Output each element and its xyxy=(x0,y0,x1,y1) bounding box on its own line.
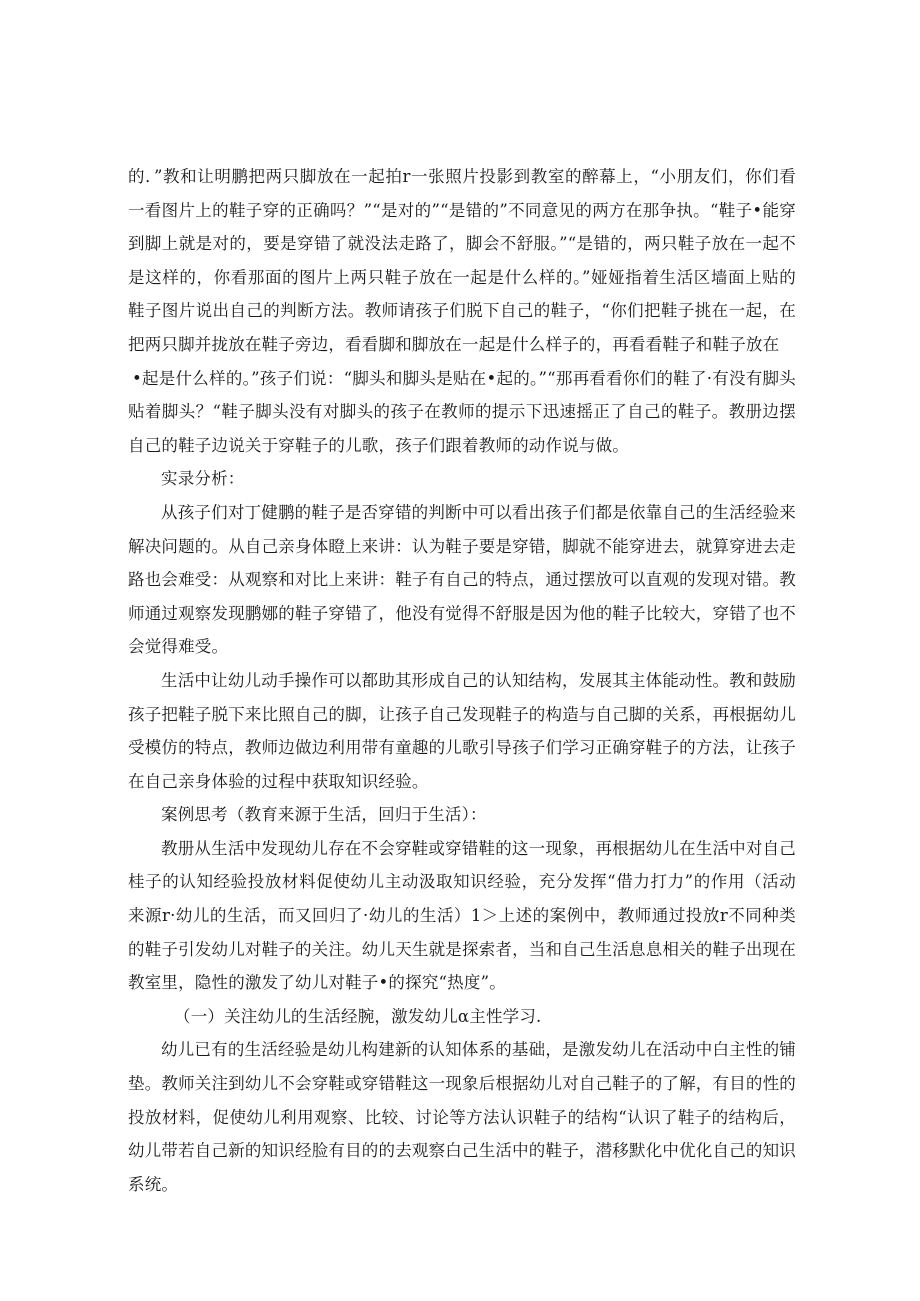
section-heading-analysis: 实录分析： xyxy=(161,469,245,489)
narrative-paragraph-1: 的．”教和让明鹏把两只脚放在一起拍r一张照片投影到教室的醉幕上，“小朋友们，你们看一看图片上的鞋子穿的正确吗？”“是对的”“是错的”不同意见的两方在那争执。“鞋子•能穿到脚上就是对的，要是穿错了就没法走路了，脚会不舒服。”“是错的，两只鞋子放在一起不是这样的，你看那面的图片上两只鞋子放在一起是什么样的。”娅娅指着生活区墙面上贴的鞋子图片说出自己的判断方法。教师请孩子们脱下自己的鞋子，“你们把鞋子挑在一起，在把两只脚并拢放在鞋子旁边，看看脚和脚放在一起是什么样子的，再看看鞋子和鞋子放在 xyxy=(128,167,796,354)
narrative-paragraph-2: •起是什么样的。”孩子们说：“脚头和脚头是贴在•起的。”“那再看看你们的鞋了·有没有脚头贴着脚头？“鞋子脚头没有对脚头的孩子在教师的提示下迅速摇正了自己的鞋子。教册边摆自己的鞋子边说关于穿鞋子的儿歌，孩子们跟着教师的动作说与做。 xyxy=(128,368,796,455)
section-heading-reflection: 案例思考（教育来源于生活，回归于生活）： xyxy=(161,805,487,825)
subsection-paragraph-1: 幼儿已有的生活经验是幼儿构建新的认知体系的基础，是激发幼儿在活动中白主性的铺垫。教师关注到幼儿不会穿鞋或穿错鞋这一现象后根据幼儿对自己鞋子的了解，有目的性的投放材料，促使幼儿利用观察、比较、讨论等方法认识鞋子的结构“认识了鞋子的结构后，幼儿带若自己新的知识经脸有目的的去观察白己生活中的鞋子，潜移默化中优化自己的知识系统。 xyxy=(128,1040,796,1194)
reflection-paragraph-1: 教册从生活中发现幼儿存在不会穿鞋或穿错鞋的这一现象，再根据幼儿在生活中对自己桂子的认知经验投放材料促使幼儿主动汲取知识经验，充分发挥“借力打力”的作用（活动来源r·幼儿的生活，而又回归了·幼儿的生活）1＞上述的案例中，教师通过投放r不同种类的鞋子引发幼儿对鞋子的关注。幼儿天生就是探索者，当和自己生活息息相关的鞋子出现在教室里，隐性的激发了幼儿对鞋子•的探究“热度”。 xyxy=(128,838,796,993)
analysis-paragraph-2: 生活中让幼儿动手操作可以都助其形成自己的认知结构，发展其主体能动性。教和鼓励孩子把鞋子脱下来比照自己的脚，让孩子自己发现鞋子的构造与自己脚的关系，再根据幼儿受模仿的特点，教师边做边利用带有童趣的儿歌引导孩子们学习正确穿鞋子的方法，让孩子在自己亲身体验的过程中获取知识经验。 xyxy=(128,670,796,791)
document-page xyxy=(128,160,796,1201)
subsection-heading-1: （一）关注幼儿的生活经腕，激发幼儿α主性学习. xyxy=(174,1006,542,1026)
analysis-paragraph-1: 从孩子们对丁健鹏的鞋子是否穿错的判断中可以看出孩子们都是依靠自己的生活经验来解决问题的。从自己亲身体瞪上来讲：认为鞋子要是穿错，脚就不能穿进去，就算穿进去走路也会难受：从观察和对比上来讲：鞋子有自己的特点，通过摆放可以直观的发现对错。教师通过观察发现鹏娜的鞋子穿错了，他没有觉得不舒服是因为他的鞋子比较大，穿错了也不会觉得难受。 xyxy=(128,502,796,657)
